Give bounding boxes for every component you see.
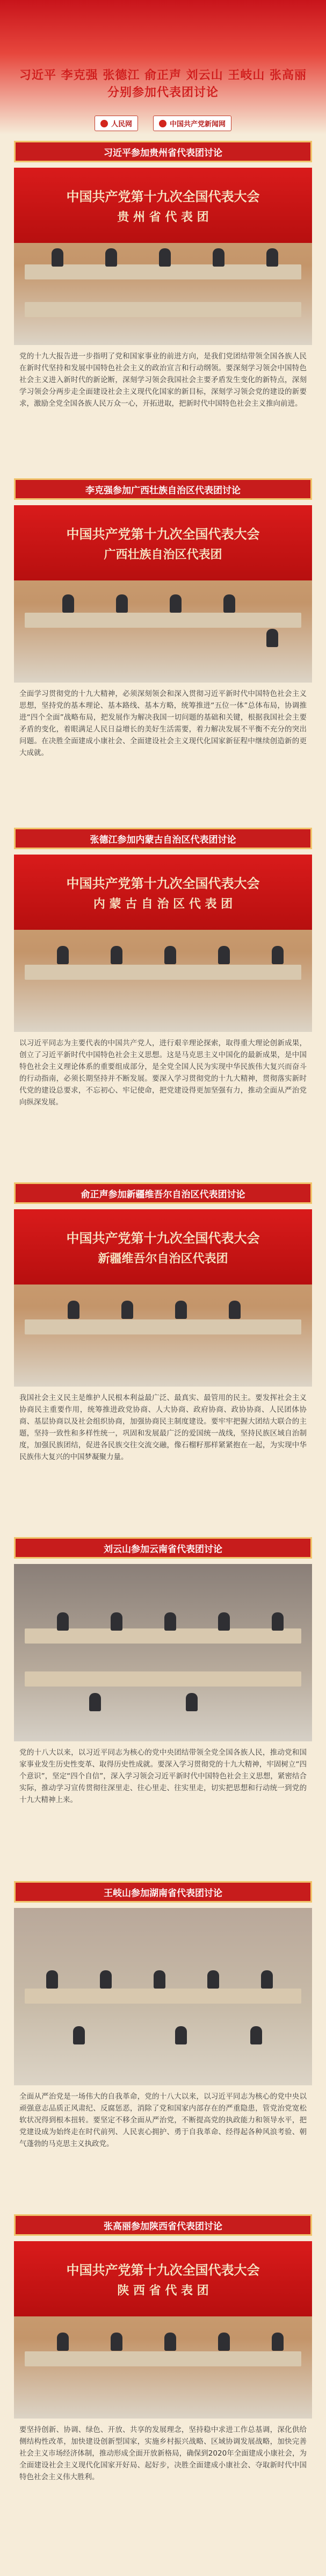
people-daily-logo [95, 116, 138, 131]
section-shaanxi [14, 2214, 312, 2483]
header-banner [0, 0, 326, 134]
person [170, 594, 182, 613]
meeting-photo [14, 855, 312, 1032]
party-emblem-icon [159, 120, 166, 127]
person [154, 1970, 165, 1989]
banner-line-1: 中国共产党第十九次全国代表大会 [66, 527, 260, 542]
person [266, 248, 278, 267]
person [164, 2333, 176, 2351]
section-text: 党的十八大以来，以习近平同志为核心的党中央团结带领全党全国各族人民，推动党和国家事业发生历史性变革、取得历史性成就。要深入学习贯彻党的十九大精神，牢固树立“四个意识”，坚定“四个自信”，深入学习领会习近平新时代中国特色社会主义思想，紧密结合实际，推动学习宣传贯彻往深里走、往心里走、往实里走，切实把思想和行动统一到党的十九大精神上来。 [19, 1748, 307, 1804]
banner-line-2: 新疆维吾尔自治区代表团 [98, 1252, 228, 1266]
section-hunan [14, 1881, 312, 2150]
person [218, 2333, 230, 2351]
banner-line-1: 中国共产党第十九次全国代表大会 [66, 189, 260, 204]
page-title [0, 67, 326, 102]
section-heading: 李克强参加广西壮族自治区代表团讨论 [14, 478, 312, 500]
person [52, 248, 63, 267]
person [175, 1301, 187, 1319]
photo-banner [14, 1209, 312, 1285]
section-guizhou [14, 141, 312, 410]
person [164, 1612, 176, 1631]
section-text: 以习近平同志为主要代表的中国共产党人，进行艰辛理论探索，取得重大理论创新成果，创立了习近平新时代中国特色社会主义思想。这是马克思主义中国化的最新成果，是中国特色社会主义理论体系的重要组成部分，是全党全国人民为实现中华民族伟大复兴而奋斗的行动指南，必须长期坚持并不断发展。要深入学习贯彻党的十九大精神，贯彻落实新时代党的建设总要求，不忘初心、牢记使命，把党建设得更加坚强有力，推动全面从严治党向纵深发展。 [19, 1039, 307, 1107]
section-yunnan [14, 1537, 312, 1806]
logo-icon [100, 120, 108, 127]
table-row-front [25, 1989, 301, 2004]
meeting-photo [14, 168, 312, 345]
person [272, 2333, 284, 2351]
person [121, 1301, 133, 1319]
person [218, 946, 230, 964]
banner-line-1: 中国共产党第十九次全国代表大会 [66, 876, 260, 891]
person [218, 1612, 230, 1631]
meeting-photo [14, 505, 312, 683]
title-line-2: 分别参加代表团讨论 [107, 86, 219, 99]
table-row-back [25, 302, 301, 317]
photo-banner [14, 168, 312, 243]
person [89, 1693, 101, 1711]
person [229, 1301, 241, 1319]
photo-banner [14, 505, 312, 580]
person [272, 1612, 284, 1631]
person [111, 946, 122, 964]
section-xinjiang [14, 1182, 312, 1463]
section-heading: 张德江参加内蒙古自治区代表团讨论 [14, 828, 312, 849]
table-row-front [25, 1319, 301, 1334]
table-row-front [25, 965, 301, 980]
person [111, 1612, 122, 1631]
meeting-photo [14, 1564, 312, 1741]
person [100, 1970, 112, 1989]
section-text: 党的十九大报告进一步指明了党和国家事业的前进方向，是我们党团结带领全国各族人民在新时代坚持和发展中国特色社会主义的政治宣言和行动纲领。要深刻学习领会中国特色社会主义进入新时代的新论断，深刻学习领会我国社会主要矛盾发生变化的新特点，深刻学习领会分两步走全面建设社会主义现代化国家的新目标，深刻学习领会党的建设的新要求，激励全党全国各族人民万众一心，开拓进取，把新时代中国特色社会主义推向前进。 [19, 352, 307, 408]
section-heading: 习近平参加贵州省代表团讨论 [14, 141, 312, 162]
section-text: 我国社会主义民主是维护人民根本利益最广泛、最真实、最管用的民主。要发挥社会主义协商民主重要作用，统筹推进政党协商、人大协商、政府协商、政协协商、人民团体协商、基层协商以及社会组织协商，加强协商民主制度建设。要牢牢把握大团结大联合的主题，坚持一致性和多样性统一，巩固和发展最广泛的爱国统一战线，坚持民族区域自治制度，加强民族团结，促进各民族交往交流交融，像石榴籽那样紧紧抱在一起，为实现中华民族伟大复兴的中国梦凝聚力量。 [19, 1394, 307, 1461]
person [175, 2026, 187, 2044]
section-heading: 张高丽参加陕西省代表团讨论 [14, 2214, 312, 2236]
person [186, 1693, 198, 1711]
meeting-photo [14, 2241, 312, 2419]
section-text: 全面从严治党是一场伟大的自我革命，党的十八大以来，以习近平同志为核心的党中央以顽强意志品质正风肃纪、反腐惩恶，消除了党和国家内部存在的严重隐患，管党治党宽松软状况得到根本扭转。要坚定不移全面从严治党，不断提高党的执政能力和领导水平，把党建设成为始终走在时代前列、人民衷心拥护、勇于自我革命、经得起各种风浪考验、朝气蓬勃的马克思主义执政党。 [19, 2092, 307, 2148]
section-heading: 俞正声参加新疆维吾尔自治区代表团讨论 [14, 1182, 312, 1204]
person [57, 1612, 69, 1631]
logo-left-text: 人民网 [111, 120, 132, 128]
person [261, 1970, 273, 1989]
table-row-back [25, 1628, 301, 1644]
person [57, 946, 69, 964]
person [272, 946, 284, 964]
person [62, 594, 74, 613]
banner-line-2: 陕 西 省 代 表 团 [117, 2284, 209, 2298]
person [213, 248, 224, 267]
person [111, 2333, 122, 2351]
table-row-front [25, 264, 301, 279]
person [57, 2333, 69, 2351]
banner-line-1: 中国共产党第十九次全国代表大会 [66, 1231, 260, 1246]
logos [0, 116, 326, 131]
person [207, 1970, 219, 1989]
banner-line-2: 内 蒙 古 自 治 区 代 表 团 [93, 898, 233, 911]
person [159, 248, 171, 267]
title-line-1: 习近平 李克强 张德江 俞正声 刘云山 王岐山 张高丽 [19, 69, 307, 82]
section-text: 全面学习贯彻党的十九大精神，必须深刻领会和深入贯彻习近平新时代中国特色社会主义思想，坚持党的基本理论、基本路线、基本方略，统筹推进“五位一体”总体布局，协调推进“四个全面”战略布局，把发展作为解决我国一切问题的基础和关键，根据我国社会主要矛盾的变化，着眼满足人民日益增长的美好生活需要，着力解决发展不平衡不充分的突出问题。在决胜全面建成小康社会、全面建设社会主义现代化国家新征程中继续创造新的更大成就。 [19, 690, 307, 757]
banner-line-2: 贵 州 省 代 表 团 [117, 211, 209, 224]
person [105, 248, 117, 267]
meeting-photo [14, 1209, 312, 1387]
person [223, 594, 235, 613]
person [266, 629, 278, 647]
person [73, 2026, 85, 2044]
photo-banner [14, 2241, 312, 2316]
person [46, 1970, 58, 1989]
person [68, 1301, 79, 1319]
table-row-front [25, 1671, 301, 1687]
table-row-front [25, 613, 301, 628]
section-text: 要坚持创新、协调、绿色、开放、共享的发展理念，坚持稳中求进工作总基调，深化供给侧结构性改革，加快建设创新型国家，实施乡村振兴战略、区域协调发展战略，加快完善社会主义市场经济体制，推动形成全面开放新格局，确保到2020年全面建成小康社会，为全面建设社会主义现代化国家开好局、起好步，决胜全面建成小康社会、夺取新时代中国特色社会主义伟大胜利。 [19, 2426, 307, 2481]
photo-banner [14, 855, 312, 930]
person [164, 946, 176, 964]
person [116, 594, 128, 613]
banner-line-1: 中国共产党第十九次全国代表大会 [66, 2263, 260, 2278]
section-inner-mongolia [14, 828, 312, 1108]
banner-line-2: 广西壮族自治区代表团 [104, 548, 222, 562]
person [250, 2026, 262, 2044]
table-row-front [25, 2351, 301, 2366]
cpc-news-logo [153, 116, 231, 131]
section-guangxi [14, 478, 312, 759]
section-heading: 刘云山参加云南省代表团讨论 [14, 1537, 312, 1559]
logo-right-text: 中国共产党新闻网 [170, 120, 226, 128]
meeting-photo [14, 1908, 312, 2085]
section-heading: 王岐山参加湖南省代表团讨论 [14, 1881, 312, 1903]
